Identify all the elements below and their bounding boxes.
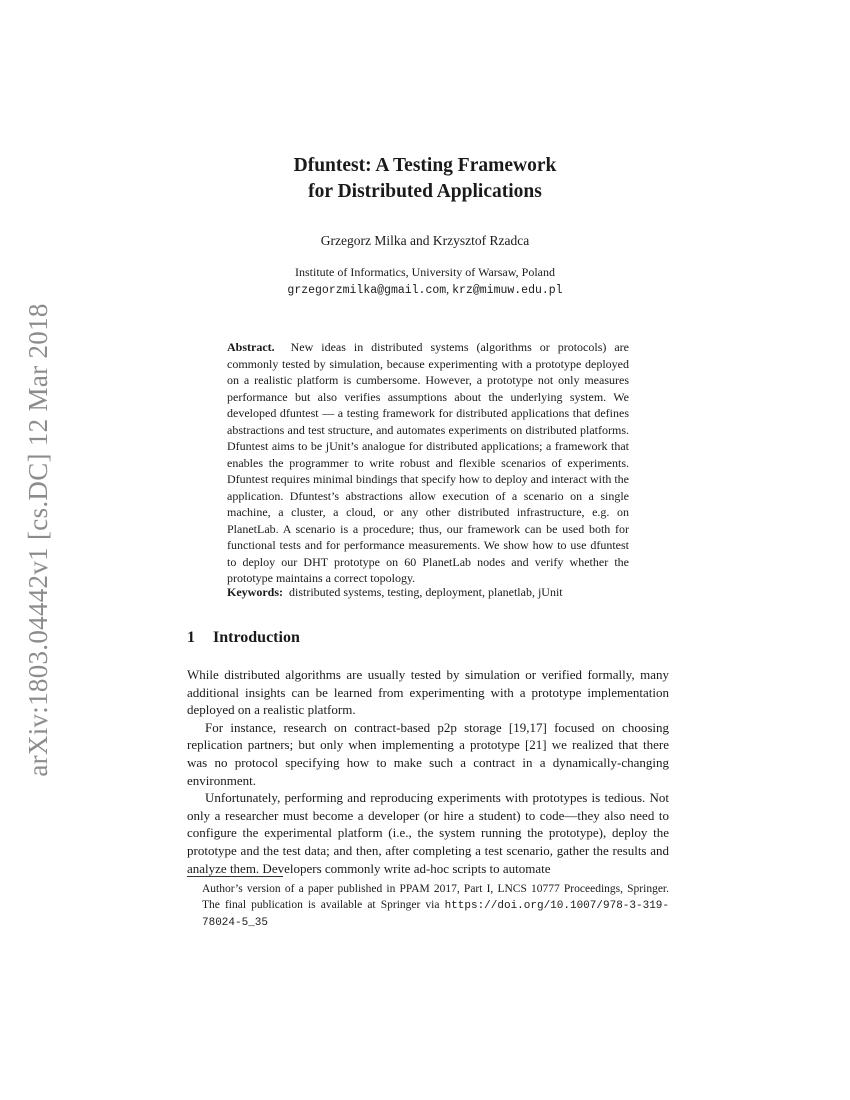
- keywords-text: distributed systems, testing, deployment, planetlab, jUnit: [289, 585, 563, 599]
- section-heading: [187, 628, 687, 648]
- abstract-label: Abstract.: [227, 340, 275, 354]
- section-title: Introduction: [213, 629, 300, 646]
- footnote-rule: [187, 876, 283, 877]
- affiliation: Institute of Informatics, University of Warsaw, Poland: [295, 265, 555, 279]
- title-line-2: for Distributed Applications: [308, 181, 542, 202]
- email-2[interactable]: krz@mimuw.edu.pl: [452, 284, 563, 297]
- keywords-label: Keywords:: [227, 585, 283, 599]
- paragraph-3: Unfortunately, performing and reproducing experiments with prototypes is tedious. Not only a researcher must become a developer (or hire a student) to code—they also need to configure the experimental platform (i.e., the system running the prototype), deploy the prototype and the test data; and then, after completing a test scenario, gather the results and analyze them. Developers commonly write ad-hoc scripts to automate: [187, 790, 669, 876]
- paragraph-1: While distributed algorithms are usually tested by simulation or verified formally, many additional insights can be learned from experimenting with a prototype implementation deployed on a realistic platform.: [187, 667, 669, 718]
- section-number: 1: [187, 629, 195, 646]
- author-emails: [0, 281, 850, 299]
- arxiv-identifier-stamp: arXiv:1803.04442v1 [cs.DC] 12 Mar 2018: [23, 303, 53, 777]
- email-separator: ,: [446, 282, 453, 296]
- abstract-text: New ideas in distributed systems (algorithms or protocols) are commonly tested by simulation, because experimenting with a prototype deployed on a realistic platform is cumbersome. However, a prototype not only measures performance but also verifies assumptions about the underlying system. We developed dfuntest — a testing framework for distributed applications that defines abstractions and test structure, and automates experiments on distributed platforms. Dfuntest aims to be jUnit’s analogue for distributed applications; a framework that enables the programmer to write robust and flexible scenarios of experiments. Dfuntest requires minimal bindings that specify how to deploy and interact with the application. Dfuntest’s abstractions allow execution of a scenario on a single machine, a cluster, a cloud, or any other distributed infrastructure, e.g. on PlanetLab. A scenario is a procedure; thus, our framework can be used both for functional tests and for performance measurements. We show how to use dfuntest to deploy our DHT prototype on 60 PlanetLab nodes and verify whether the prototype maintains a correct topology.: [227, 340, 630, 585]
- abstract: [227, 339, 629, 587]
- affiliation-block: [0, 264, 850, 299]
- keywords: [227, 584, 647, 600]
- email-1[interactable]: grzegorzmilka@gmail.com: [287, 284, 447, 297]
- title-line-1: Dfuntest: A Testing Framework: [293, 155, 557, 176]
- paper-title: [0, 153, 850, 205]
- doi-link[interactable]: https://doi.org/10.1007/978-3-319-78024-5_35: [202, 900, 669, 929]
- body-text: [187, 666, 669, 877]
- authors: Grzegorz Milka and Krzysztof Rzadca: [320, 233, 530, 248]
- footnote-text: Author’s version of a paper published in PPAM 2017, Part I, LNCS 10777 Proceedings, Springer. The final publication is available at Springer via: [202, 883, 669, 911]
- paragraph-2: For instance, research on contract-based p2p storage [19,17] focused on choosing replication partners; but only when implementing a prototype [21] we realized that there was no protocol specifying how to make such a contract in a dynamically-changing environment.: [187, 719, 669, 788]
- footnote: [187, 881, 669, 931]
